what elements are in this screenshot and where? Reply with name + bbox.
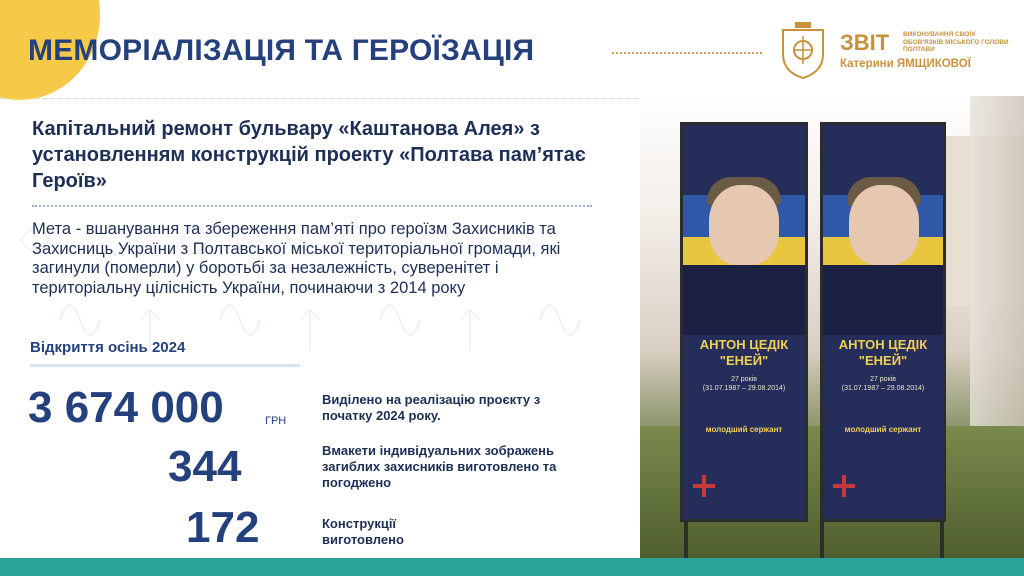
hero-callsign: "ЕНЕЙ" [719,353,769,368]
stat-layouts-description: Вмакети індивідуальних зображень загиблих захисників виготовлено та погоджено [322,443,557,490]
portrait-torso [823,265,943,335]
memorial-board-left [680,122,808,522]
hero-rank: молодший сержант [844,425,922,434]
hero-name-text: АНТОН ЦЕДІК [699,337,789,352]
page-title: МЕМОРІАЛІЗАЦІЯ ТА ГЕРОЇЗАЦІЯ [28,34,535,67]
stat-budget-unit: ГРН [265,415,287,427]
hero-dates: (31.07.1987 – 29.08.2014) [841,385,925,392]
opening-date: Відкриття осінь 2024 [30,339,186,356]
hero-dates: (31.07.1987 – 29.08.2014) [702,385,786,392]
hero-name [823,337,943,369]
hero-age: 27 років [870,376,896,383]
board-post [684,516,688,558]
stat-constructions-value: 172 [186,503,260,552]
poltava-coat-of-arms-icon [777,20,829,80]
logo-report-word: ЗВІТ [840,30,890,55]
military-cross-icon [693,475,715,497]
project-title: Капітальний ремонт бульвару «Каштанова Алея» з установленням конструкцій проекту «Полтава пам’ятає Героїв» [32,118,586,192]
portrait-face [709,185,779,265]
stat-constructions-description: Конструкції виготовлено [322,516,404,547]
hero-info [823,375,943,393]
memorial-board-photo [640,96,1024,558]
hero-rank: молодший сержант [705,425,783,434]
hero-callsign: "ЕНЕЙ" [858,353,908,368]
memorial-board-right [820,122,946,522]
footer-bar [0,558,1024,576]
board-post [940,516,944,558]
title-divider [612,52,762,54]
subtitle-divider [32,205,592,207]
logo-mayor-name: Катерини ЯМЩИКОВОЇ [840,58,971,70]
portrait-face [849,185,919,265]
project-goal: Мета - вшанування та збереження пам’яті про героїзм Захисників та Захисниць України з Полтавської міської територіальної громади, які загинули (померли) у боротьбі за незалежність, суверенітет і територіальну цілісність України, починаючи з 2014 року [32,220,561,297]
stat-budget-description: Виділено на реалізацію проєкту з початку 2024 року. [322,392,541,423]
photo-tree [970,96,1024,426]
board-post [820,516,824,558]
hero-name [683,337,805,369]
stat-layouts-value: 344 [168,442,242,491]
hero-name-text: АНТОН ЦЕДІК [838,337,928,352]
hero-info [683,375,805,393]
hero-age: 27 років [731,376,757,383]
logo-caption: ВИКОНУВАННЯ СВОЇХ ОБОВ'ЯЗКІВ МІСЬКОГО ГОЛОВИ ПОЛТАВИ [903,31,1009,53]
military-cross-icon [833,475,855,497]
stat-budget-value: 3 674 000 [28,383,224,432]
opening-underline [30,364,300,367]
portrait-torso [683,265,805,335]
